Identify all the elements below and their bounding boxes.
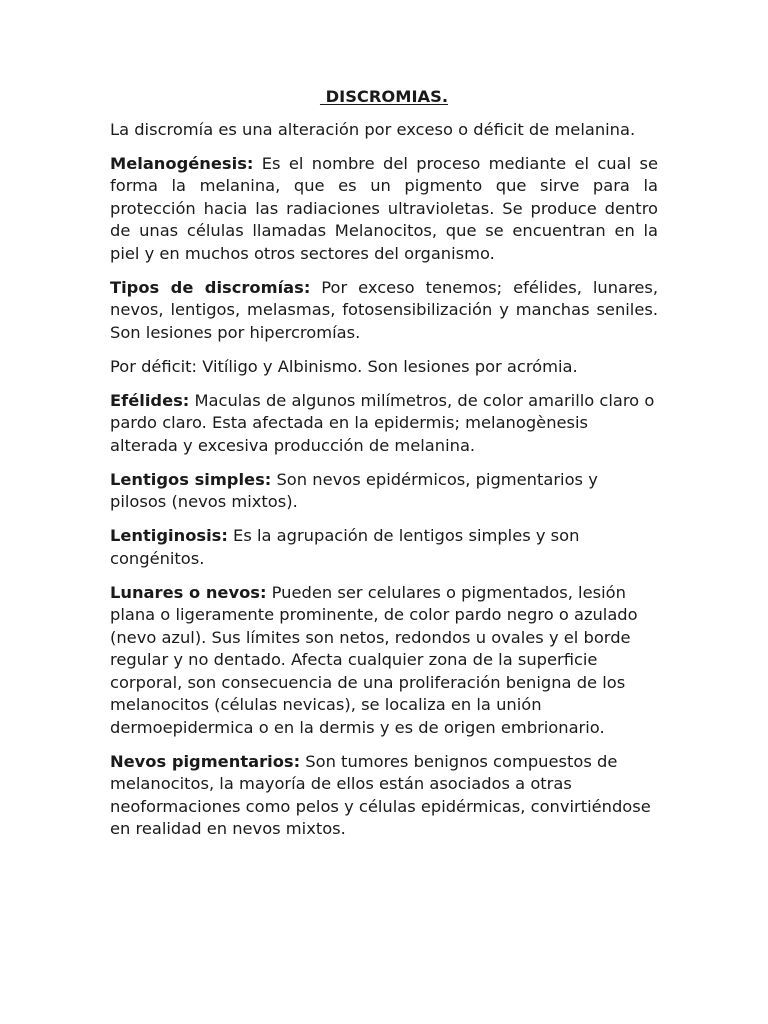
document-title-text: DISCROMIAS. [319, 87, 449, 106]
term-label: Melanogénesis: [110, 153, 254, 173]
paragraph-text: Por exceso tenemos; efélides, lunares, nevos, lentigos, melasmas, fotosensibilización y manchas seniles. Son lesiones por hipercromías. [110, 277, 658, 342]
paragraph-intro [110, 119, 658, 142]
paragraph-melanogenesis [110, 153, 658, 266]
paragraph-text: Maculas de algunos milímetros, de color amarillo claro o pardo claro. Esta afectada en la epidermis; melanogènesis alterada y excesiva producción de melanina. [110, 390, 655, 455]
paragraph-efelides [110, 390, 658, 458]
paragraph-lunares [110, 582, 658, 740]
term-label: Tipos de discromías: [110, 277, 311, 297]
term-label: Lentiginosis: [110, 526, 228, 545]
paragraph-text: Es el nombre del proceso mediante el cual se forma la melanina, que es un pigmento que sirve para la protección hacia las radiaciones ultravioletas. Se produce dentro de unas células llamadas Melanocitos, que se encuentran en la piel y en muchos otros sectores del organismo. [110, 153, 658, 263]
document-title [110, 86, 658, 109]
term-label: Lunares o nevos: [110, 582, 267, 602]
paragraph-tipos [110, 277, 658, 345]
term-label: Nevos pigmentarios: [110, 751, 301, 771]
paragraph-text: Son tumores benignos compuestos de melanocitos, la mayoría de ellos están asociados a otras neoformaciones como pelos y células epidérmicas, convirtiéndose en realidad en nevos mixtos. [110, 751, 651, 838]
paragraph-lentigos-simples [110, 469, 658, 514]
term-label: Efélides: [110, 390, 190, 410]
document-page [110, 86, 658, 852]
term-label: Lentigos simples: [110, 469, 272, 489]
paragraph-text: Es la agrupación de lentigos simples y son congénitos. [110, 526, 580, 568]
paragraph-nevos-pigmentarios [110, 751, 658, 841]
paragraph-text: Son nevos epidérmicos, pigmentarios y pilosos (nevos mixtos). [110, 469, 598, 511]
paragraph-text: La discromía es una alteración por exceso o déficit de melanina. [110, 119, 636, 139]
paragraph-text: Por déficit: Vitíligo y Albinismo. Son lesiones por acrómia. [110, 356, 578, 376]
paragraph-lentiginosis [110, 525, 658, 570]
paragraph-text: Pueden ser celulares o pigmentados, lesión plana o ligeramente prominente, de color pardo negro o azulado (nevo azul). Sus límites son netos, redondos u ovales y el borde regular y no dentado. Afecta cualquier zona de la superficie corporal, son consecuencia de una proliferación benigna de los melanocitos (células nevicas), se localiza en la unión dermoepidermica o en la dermis y es de origen embrionario. [110, 582, 638, 737]
paragraph-deficit [110, 356, 658, 379]
